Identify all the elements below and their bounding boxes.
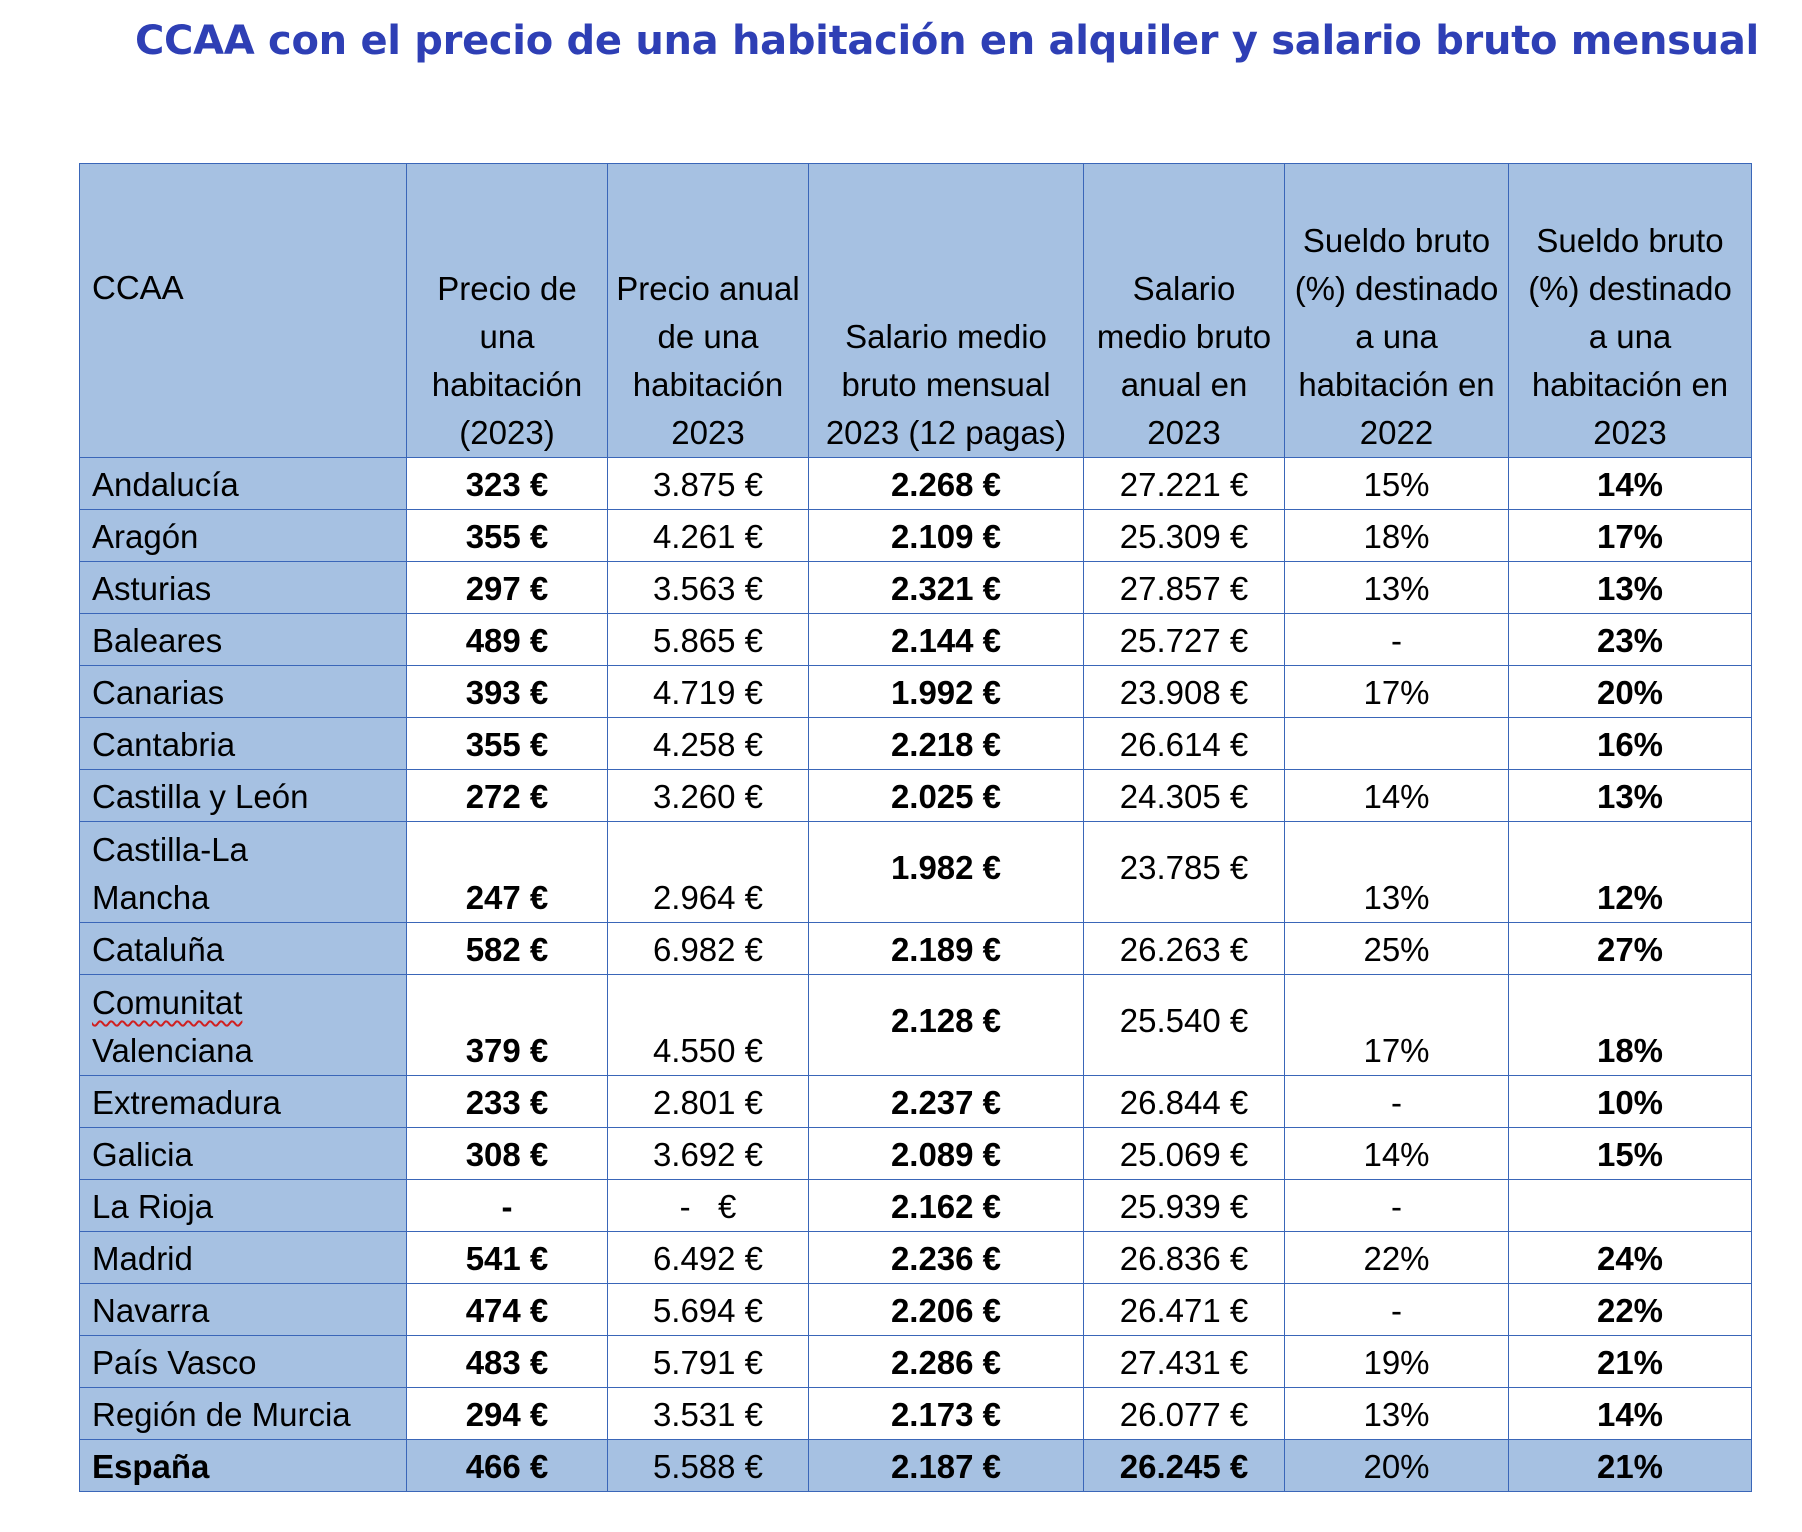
- cell-salario-mensual: 2.206 €: [809, 1284, 1084, 1336]
- cell-ccaa: La Rioja: [80, 1180, 407, 1232]
- header-pct-2022: Sueldo bruto (%) destinado a una habitación en 2022: [1285, 164, 1509, 458]
- cell-salario-mensual: 2.237 €: [809, 1076, 1084, 1128]
- cell-precio-anual: 5.791 €: [608, 1336, 809, 1388]
- cell-salario-mensual: 2.187 €: [809, 1440, 1084, 1492]
- cell-ccaa: Andalucía: [80, 458, 407, 510]
- cell-ccaa: Canarias: [80, 666, 407, 718]
- cell-salario-mensual: 2.218 €: [809, 718, 1084, 770]
- table-row: [80, 1128, 1752, 1180]
- header-row: [80, 164, 1752, 458]
- cell-pct-2023: 15%: [1509, 1128, 1752, 1180]
- ccaa-line-1: [92, 979, 400, 1027]
- cell-pct-2022: 13%: [1285, 822, 1509, 923]
- cell-salario-mensual: 1.982 €: [809, 822, 1084, 923]
- table-row: [80, 1284, 1752, 1336]
- cell-pct-2022: -: [1285, 1076, 1509, 1128]
- cell-ccaa: Extremadura: [80, 1076, 407, 1128]
- table-row: [80, 923, 1752, 975]
- cell-salario-anual: 26.844 €: [1084, 1076, 1285, 1128]
- header-precio-anual: Precio anual de una habitación 2023: [608, 164, 809, 458]
- cell-pct-2023: 24%: [1509, 1232, 1752, 1284]
- cell-pct-2022: 13%: [1285, 562, 1509, 614]
- cell-precio-anual: 3.692 €: [608, 1128, 809, 1180]
- cell-ccaa: Madrid: [80, 1232, 407, 1284]
- ccaa-line-2: Mancha: [92, 879, 210, 916]
- cell-pct-2023: 10%: [1509, 1076, 1752, 1128]
- cell-ccaa: Aragón: [80, 510, 407, 562]
- cell-ccaa: País Vasco: [80, 1336, 407, 1388]
- cell-ccaa: España: [80, 1440, 407, 1492]
- cell-salario-mensual: 2.128 €: [809, 975, 1084, 1076]
- table-row: [80, 510, 1752, 562]
- cell-pct-2023: 21%: [1509, 1336, 1752, 1388]
- cell-pct-2023: 21%: [1509, 1440, 1752, 1492]
- table-row: [80, 1388, 1752, 1440]
- data-table: [79, 163, 1752, 1492]
- table-row: [80, 1076, 1752, 1128]
- table-row: [80, 822, 1752, 923]
- table-row: [80, 1336, 1752, 1388]
- cell-salario-mensual: 2.286 €: [809, 1336, 1084, 1388]
- cell-pct-2023: 14%: [1509, 1388, 1752, 1440]
- cell-salario-anual: 25.939 €: [1084, 1180, 1285, 1232]
- cell-salario-anual: 25.309 €: [1084, 510, 1285, 562]
- cell-precio-anual: 2.801 €: [608, 1076, 809, 1128]
- cell-salario-mensual: 2.321 €: [809, 562, 1084, 614]
- cell-salario-anual: 23.908 €: [1084, 666, 1285, 718]
- cell-precio: 393 €: [407, 666, 608, 718]
- cell-pct-2023: 16%: [1509, 718, 1752, 770]
- cell-pct-2022: 17%: [1285, 666, 1509, 718]
- cell-precio: 272 €: [407, 770, 608, 822]
- cell-precio: 323 €: [407, 458, 608, 510]
- cell-precio-anual: 4.550 €: [608, 975, 809, 1076]
- cell-ccaa: Región de Murcia: [80, 1388, 407, 1440]
- cell-pct-2023: 12%: [1509, 822, 1752, 923]
- cell-salario-anual: 27.221 €: [1084, 458, 1285, 510]
- cell-precio: -: [407, 1180, 608, 1232]
- cell-salario-anual: 27.431 €: [1084, 1336, 1285, 1388]
- table-row: [80, 718, 1752, 770]
- cell-pct-2023: 13%: [1509, 770, 1752, 822]
- cell-pct-2023: 14%: [1509, 458, 1752, 510]
- ccaa-line-2: Valenciana: [92, 1032, 253, 1069]
- cell-pct-2023: 22%: [1509, 1284, 1752, 1336]
- header-precio: Precio de una habitación (2023): [407, 164, 608, 458]
- cell-precio-anual: 5.588 €: [608, 1440, 809, 1492]
- cell-precio: 489 €: [407, 614, 608, 666]
- total-row: [80, 1440, 1752, 1492]
- header-ccaa: CCAA: [80, 164, 407, 458]
- header-salario-mensual: Salario medio bruto mensual 2023 (12 pagas): [809, 164, 1084, 458]
- cell-salario-anual: 26.614 €: [1084, 718, 1285, 770]
- cell-pct-2022: -: [1285, 1180, 1509, 1232]
- cell-salario-anual: 26.263 €: [1084, 923, 1285, 975]
- cell-precio: 379 €: [407, 975, 608, 1076]
- cell-pct-2023: 13%: [1509, 562, 1752, 614]
- cell-precio-anual: 6.492 €: [608, 1232, 809, 1284]
- cell-precio: 541 €: [407, 1232, 608, 1284]
- cell-pct-2022: 20%: [1285, 1440, 1509, 1492]
- cell-salario-mensual: 2.025 €: [809, 770, 1084, 822]
- cell-salario-anual: 24.305 €: [1084, 770, 1285, 822]
- cell-salario-mensual: 2.189 €: [809, 923, 1084, 975]
- header-salario-anual: Salario medio bruto anual en 2023: [1084, 164, 1285, 458]
- table-row: [80, 458, 1752, 510]
- cell-pct-2023: 20%: [1509, 666, 1752, 718]
- cell-salario-mensual: 2.162 €: [809, 1180, 1084, 1232]
- cell-salario-anual: 26.077 €: [1084, 1388, 1285, 1440]
- cell-ccaa: Cataluña: [80, 923, 407, 975]
- cell-precio-anual: 5.694 €: [608, 1284, 809, 1336]
- cell-precio-anual: 4.719 €: [608, 666, 809, 718]
- cell-ccaa: Asturias: [80, 562, 407, 614]
- cell-salario-mensual: 2.173 €: [809, 1388, 1084, 1440]
- cell-pct-2023: [1509, 1180, 1752, 1232]
- table-row: [80, 770, 1752, 822]
- cell-ccaa: Galicia: [80, 1128, 407, 1180]
- cell-salario-mensual: 2.268 €: [809, 458, 1084, 510]
- cell-precio: 483 €: [407, 1336, 608, 1388]
- cell-salario-mensual: 2.089 €: [809, 1128, 1084, 1180]
- cell-precio: 308 €: [407, 1128, 608, 1180]
- cell-pct-2022: -: [1285, 614, 1509, 666]
- header-pct-2023: Sueldo bruto (%) destinado a una habitación en 2023: [1509, 164, 1752, 458]
- spellcheck-word: Comunitat: [92, 984, 243, 1021]
- cell-precio-anual: 3.260 €: [608, 770, 809, 822]
- cell-pct-2022: -: [1285, 1284, 1509, 1336]
- cell-precio-anual: 4.261 €: [608, 510, 809, 562]
- cell-precio: 355 €: [407, 510, 608, 562]
- cell-salario-anual: 25.069 €: [1084, 1128, 1285, 1180]
- cell-precio-anual: 4.258 €: [608, 718, 809, 770]
- cell-precio: 233 €: [407, 1076, 608, 1128]
- cell-salario-anual: 25.540 €: [1084, 975, 1285, 1076]
- table-row: [80, 1180, 1752, 1232]
- cell-precio-anual: 2.964 €: [608, 822, 809, 923]
- cell-pct-2022: 13%: [1285, 1388, 1509, 1440]
- cell-pct-2023: 23%: [1509, 614, 1752, 666]
- cell-precio: 355 €: [407, 718, 608, 770]
- cell-ccaa: Navarra: [80, 1284, 407, 1336]
- cell-salario-anual: 26.471 €: [1084, 1284, 1285, 1336]
- cell-pct-2022: [1285, 718, 1509, 770]
- page-title: CCAA con el precio de una habitación en alquiler y salario bruto mensual: [135, 18, 1759, 64]
- cell-precio-anual: 5.865 €: [608, 614, 809, 666]
- cell-precio: 582 €: [407, 923, 608, 975]
- cell-pct-2022: 14%: [1285, 1128, 1509, 1180]
- cell-pct-2022: 19%: [1285, 1336, 1509, 1388]
- cell-ccaa: Baleares: [80, 614, 407, 666]
- cell-salario-anual: 23.785 €: [1084, 822, 1285, 923]
- cell-pct-2023: 27%: [1509, 923, 1752, 975]
- cell-precio-anual: - €: [608, 1180, 809, 1232]
- table-row: [80, 666, 1752, 718]
- cell-pct-2022: 15%: [1285, 458, 1509, 510]
- table-row: [80, 975, 1752, 1076]
- cell-salario-anual: 26.245 €: [1084, 1440, 1285, 1492]
- cell-salario-mensual: 2.144 €: [809, 614, 1084, 666]
- cell-salario-anual: 25.727 €: [1084, 614, 1285, 666]
- cell-ccaa: [80, 822, 407, 923]
- cell-ccaa: Castilla y León: [80, 770, 407, 822]
- cell-pct-2022: 18%: [1285, 510, 1509, 562]
- cell-ccaa: [80, 975, 407, 1076]
- ccaa-line-1: Castilla-La: [92, 831, 248, 868]
- cell-salario-mensual: 1.992 €: [809, 666, 1084, 718]
- cell-salario-mensual: 2.236 €: [809, 1232, 1084, 1284]
- cell-precio-anual: 3.563 €: [608, 562, 809, 614]
- cell-pct-2022: 25%: [1285, 923, 1509, 975]
- cell-pct-2022: 17%: [1285, 975, 1509, 1076]
- cell-pct-2022: 22%: [1285, 1232, 1509, 1284]
- cell-pct-2022: 14%: [1285, 770, 1509, 822]
- cell-precio: 474 €: [407, 1284, 608, 1336]
- cell-precio-anual: 3.531 €: [608, 1388, 809, 1440]
- table-row: [80, 562, 1752, 614]
- cell-salario-anual: 27.857 €: [1084, 562, 1285, 614]
- table-row: [80, 614, 1752, 666]
- cell-precio-anual: 3.875 €: [608, 458, 809, 510]
- cell-precio: 466 €: [407, 1440, 608, 1492]
- cell-precio-anual: 6.982 €: [608, 923, 809, 975]
- cell-precio: 294 €: [407, 1388, 608, 1440]
- table-row: [80, 1232, 1752, 1284]
- cell-salario-mensual: 2.109 €: [809, 510, 1084, 562]
- cell-precio: 297 €: [407, 562, 608, 614]
- cell-pct-2023: 18%: [1509, 975, 1752, 1076]
- cell-pct-2023: 17%: [1509, 510, 1752, 562]
- cell-salario-anual: 26.836 €: [1084, 1232, 1285, 1284]
- cell-ccaa: Cantabria: [80, 718, 407, 770]
- cell-precio: 247 €: [407, 822, 608, 923]
